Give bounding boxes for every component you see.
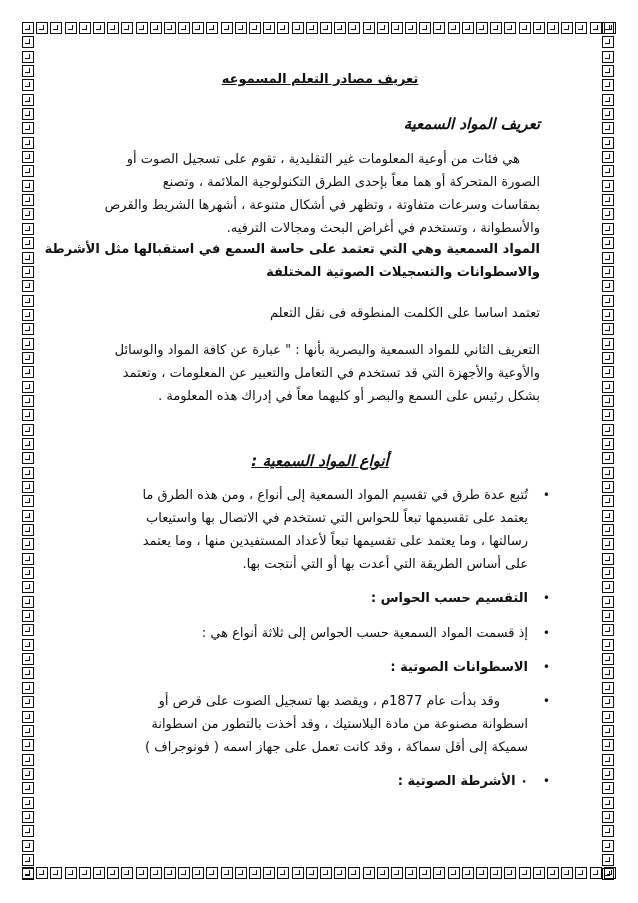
border-tile xyxy=(602,280,614,292)
paragraph-3: تعتمد اساسا على الكلمت المنطوقه فى نقل التعلم xyxy=(269,306,540,321)
page-title: تعريف مصادر التعلم المسموعه xyxy=(221,72,419,87)
border-tile xyxy=(320,867,332,879)
border-tile xyxy=(602,452,614,464)
border-tile xyxy=(519,22,531,34)
border-tile xyxy=(602,653,614,665)
border-tile xyxy=(292,867,304,879)
border-tile xyxy=(22,352,34,364)
page-border-top xyxy=(22,22,616,36)
bullet-1-line: رسالتها ، وما يعتمد على تقسيمها تبعاً لأعداد المستفيدين منها ، وما يعتمد xyxy=(142,534,528,549)
border-tile xyxy=(490,867,502,879)
border-tile xyxy=(602,610,614,622)
border-tile xyxy=(602,696,614,708)
border-tile xyxy=(22,825,34,837)
border-tile xyxy=(433,867,445,879)
border-tile xyxy=(602,338,614,350)
border-tile xyxy=(602,208,614,220)
border-tile xyxy=(22,711,34,723)
border-tile xyxy=(433,22,445,34)
border-tile xyxy=(602,252,614,264)
border-tile xyxy=(22,237,34,249)
border-tile xyxy=(192,867,204,879)
border-tile xyxy=(22,797,34,809)
border-tile xyxy=(22,338,34,350)
paragraph-4-line: التعريف الثاني للمواد السمعية والبصرية بأنها : " عبارة عن كافة المواد والوسائل xyxy=(114,343,540,358)
border-tile xyxy=(121,867,133,879)
border-tile xyxy=(575,22,587,34)
border-tile xyxy=(22,811,34,823)
border-tile xyxy=(602,538,614,550)
border-tile xyxy=(22,739,34,751)
border-tile xyxy=(462,867,474,879)
border-tile xyxy=(22,782,34,794)
border-tile xyxy=(602,65,614,77)
border-tile xyxy=(277,867,289,879)
border-tile xyxy=(602,782,614,794)
bullet-3: إذ قسمت المواد السمعية حسب الحواس إلى ثلاثة أنواع هي : xyxy=(201,626,528,641)
border-tile xyxy=(602,409,614,421)
border-tile xyxy=(22,538,34,550)
border-tile xyxy=(22,696,34,708)
border-tile xyxy=(22,36,34,48)
border-tile xyxy=(590,867,602,879)
border-tile xyxy=(602,79,614,91)
border-tile xyxy=(547,867,559,879)
border-tile xyxy=(22,553,34,565)
border-tile xyxy=(320,22,332,34)
border-tile xyxy=(561,22,573,34)
border-tile xyxy=(22,137,34,149)
border-tile xyxy=(476,867,488,879)
border-tile xyxy=(22,180,34,192)
border-tile xyxy=(602,725,614,737)
border-tile xyxy=(602,495,614,507)
border-tile xyxy=(348,867,360,879)
border-tile xyxy=(22,725,34,737)
border-tile xyxy=(334,22,346,34)
page-border-right xyxy=(602,22,616,881)
bullet-1-line: على أساس الطريقة التي أعدت بها أو التي أنتجت بها. xyxy=(242,557,528,572)
border-tile xyxy=(22,208,34,220)
border-tile xyxy=(533,22,545,34)
border-tile xyxy=(22,366,34,378)
bullet-icon: • xyxy=(542,694,550,708)
border-tile xyxy=(121,22,133,34)
paragraph-1-line: هي فئات من أوعية المعلومات غير التقليدية ، تقوم على تسجيل الصوت أو xyxy=(126,152,520,167)
border-tile xyxy=(602,854,614,866)
border-tile xyxy=(504,22,516,34)
border-tile xyxy=(602,868,614,880)
border-tile xyxy=(602,667,614,679)
paragraph-1-line: بمقاسات وسرعات متفاوتة ، وتظهر في أشكال متنوعة ، أشهرها الشريط والقرص xyxy=(104,198,540,213)
border-tile xyxy=(22,151,34,163)
border-tile xyxy=(150,22,162,34)
border-tile xyxy=(178,867,190,879)
border-tile xyxy=(22,510,34,522)
border-tile xyxy=(448,867,460,879)
border-tile xyxy=(602,137,614,149)
border-tile xyxy=(22,610,34,622)
border-tile xyxy=(79,867,91,879)
border-tile xyxy=(22,840,34,852)
heading-definition: تعريف المواد السمعية xyxy=(403,115,540,133)
border-tile xyxy=(602,481,614,493)
border-tile xyxy=(602,94,614,106)
bullet-6: ٠ الأشرطة الصوتية : xyxy=(397,774,528,789)
border-tile xyxy=(22,323,34,335)
border-tile xyxy=(65,867,77,879)
border-tile xyxy=(22,108,34,120)
border-tile xyxy=(263,867,275,879)
border-tile xyxy=(602,624,614,636)
bullet-5-line: اسطوانة مصنوعة من مادة البلاستيك ، وقد أخذت بالتطور من اسطوانة xyxy=(151,717,528,732)
border-tile xyxy=(164,867,176,879)
border-tile xyxy=(235,867,247,879)
border-tile xyxy=(602,237,614,249)
border-tile xyxy=(306,22,318,34)
paragraph-2-line: والاسطوانات والتسجيلات الصوتية المختلفة xyxy=(266,265,540,280)
border-tile xyxy=(602,352,614,364)
border-tile xyxy=(363,22,375,34)
border-tile xyxy=(192,22,204,34)
border-tile xyxy=(22,438,34,450)
border-tile xyxy=(22,667,34,679)
border-tile xyxy=(602,381,614,393)
border-tile xyxy=(602,165,614,177)
border-tile xyxy=(590,22,602,34)
bullet-icon: • xyxy=(542,626,550,640)
border-tile xyxy=(22,596,34,608)
border-tile xyxy=(22,94,34,106)
border-tile xyxy=(602,438,614,450)
border-tile xyxy=(22,165,34,177)
border-tile xyxy=(50,867,62,879)
border-tile xyxy=(448,22,460,34)
border-tile xyxy=(22,567,34,579)
border-tile xyxy=(602,639,614,651)
border-tile xyxy=(22,65,34,77)
border-tile xyxy=(22,79,34,91)
border-tile xyxy=(602,323,614,335)
border-tile xyxy=(419,867,431,879)
border-tile xyxy=(602,194,614,206)
border-tile xyxy=(107,22,119,34)
border-tile xyxy=(136,867,148,879)
border-tile xyxy=(504,867,516,879)
border-tile xyxy=(249,867,261,879)
border-tile xyxy=(22,22,34,34)
border-tile xyxy=(602,581,614,593)
border-tile xyxy=(22,252,34,264)
border-tile xyxy=(36,867,48,879)
border-tile xyxy=(519,867,531,879)
border-tile xyxy=(206,22,218,34)
border-tile xyxy=(602,754,614,766)
border-tile xyxy=(22,122,34,134)
border-tile xyxy=(65,22,77,34)
border-tile xyxy=(22,409,34,421)
border-tile xyxy=(22,280,34,292)
border-tile xyxy=(602,553,614,565)
border-tile xyxy=(602,524,614,536)
border-tile xyxy=(575,867,587,879)
border-tile xyxy=(602,108,614,120)
bullet-1-line: يعتمد على تقسيمها تبعاً للحواس التي تستخدم في الاتصال بها واستيعاب xyxy=(146,511,528,526)
border-tile xyxy=(405,867,417,879)
border-tile xyxy=(136,22,148,34)
bullet-4: الاسطوانات الصوتية : xyxy=(390,660,528,675)
border-tile xyxy=(602,366,614,378)
border-tile xyxy=(547,22,559,34)
border-tile xyxy=(22,639,34,651)
border-tile xyxy=(22,481,34,493)
border-tile xyxy=(602,840,614,852)
border-tile xyxy=(206,867,218,879)
border-tile xyxy=(602,180,614,192)
border-tile xyxy=(164,22,176,34)
border-tile xyxy=(107,867,119,879)
border-tile xyxy=(93,22,105,34)
bullet-icon: • xyxy=(542,660,550,674)
paragraph-4-line: والأوعية والأجهزة التي قد تستخدم في التعامل والتعبير عن المعلومات ، وتعتمد xyxy=(122,366,540,381)
border-tile xyxy=(602,467,614,479)
border-tile xyxy=(22,381,34,393)
border-tile xyxy=(306,867,318,879)
border-tile xyxy=(533,867,545,879)
paragraph-1-line: الصورة المتحركة أو هما معاً بإحدى الطرق التكنولوجية الملائمة ، وتصنع xyxy=(162,175,540,190)
border-tile xyxy=(22,424,34,436)
border-tile xyxy=(150,867,162,879)
border-tile xyxy=(405,22,417,34)
border-tile xyxy=(22,266,34,278)
border-tile xyxy=(377,867,389,879)
border-tile xyxy=(419,22,431,34)
border-tile xyxy=(602,711,614,723)
page-border-bottom xyxy=(22,867,616,881)
border-tile xyxy=(602,682,614,694)
border-tile xyxy=(476,22,488,34)
border-tile xyxy=(348,22,360,34)
border-tile xyxy=(490,22,502,34)
bullet-icon: • xyxy=(542,774,550,788)
border-tile xyxy=(22,194,34,206)
border-tile xyxy=(22,754,34,766)
border-tile xyxy=(602,768,614,780)
border-tile xyxy=(602,22,614,34)
paragraph-2-line: المواد السمعية وهي التي تعتمد على حاسة السمع في استقبالها مثل الأشرطة xyxy=(44,242,540,257)
border-tile xyxy=(221,22,233,34)
border-tile xyxy=(602,51,614,63)
border-tile xyxy=(602,122,614,134)
border-tile xyxy=(93,867,105,879)
bullet-icon: • xyxy=(542,591,550,605)
border-tile xyxy=(22,295,34,307)
border-tile xyxy=(22,653,34,665)
border-tile xyxy=(561,867,573,879)
page-border-left xyxy=(22,22,36,881)
border-tile xyxy=(50,22,62,34)
border-tile xyxy=(221,867,233,879)
border-tile xyxy=(249,22,261,34)
border-tile xyxy=(602,739,614,751)
border-tile xyxy=(602,825,614,837)
border-tile xyxy=(602,223,614,235)
bullet-2: التقسيم حسب الحواس : xyxy=(370,591,528,606)
border-tile xyxy=(22,624,34,636)
border-tile xyxy=(79,22,91,34)
border-tile xyxy=(602,36,614,48)
border-tile xyxy=(22,854,34,866)
border-tile xyxy=(391,22,403,34)
border-tile xyxy=(22,682,34,694)
border-tile xyxy=(377,22,389,34)
border-tile xyxy=(462,22,474,34)
border-tile xyxy=(602,295,614,307)
border-tile xyxy=(22,51,34,63)
border-tile xyxy=(22,309,34,321)
border-tile xyxy=(263,22,275,34)
border-tile xyxy=(22,223,34,235)
border-tile xyxy=(277,22,289,34)
border-tile xyxy=(602,266,614,278)
border-tile xyxy=(602,567,614,579)
border-tile xyxy=(22,868,34,880)
border-tile xyxy=(391,867,403,879)
border-tile xyxy=(22,524,34,536)
bullet-1-line: تُتبع عدة طرق في تقسيم المواد السمعية إلى أنواع ، ومن هذه الطرق ما xyxy=(142,488,528,503)
paragraph-1-line: والأسطوانة ، وتستخدم في أغراض البحث ومجالات الترفيه. xyxy=(226,221,540,236)
border-tile xyxy=(602,797,614,809)
border-tile xyxy=(363,867,375,879)
bullet-5-line: وقد بدأت عام 1877م ، ويقصد بها تسجيل الصوت على قرص أو xyxy=(158,694,500,709)
border-tile xyxy=(22,395,34,407)
border-tile xyxy=(602,510,614,522)
border-tile xyxy=(602,424,614,436)
bullet-5-line: سميكة إلى أقل سماكة ، وقد كانت تعمل على جهاز اسمه ( فونوجراف ) xyxy=(145,740,528,755)
border-tile xyxy=(602,395,614,407)
border-tile xyxy=(334,867,346,879)
border-tile xyxy=(22,452,34,464)
border-tile xyxy=(602,811,614,823)
border-tile xyxy=(602,151,614,163)
border-tile xyxy=(292,22,304,34)
border-tile xyxy=(22,495,34,507)
bullet-icon: • xyxy=(542,488,550,502)
paragraph-4-line: بشكل رئيس على السمع والبصر أو كليهما معاً في إدراك هذه المعلومة . xyxy=(158,389,540,404)
border-tile xyxy=(602,309,614,321)
border-tile xyxy=(235,22,247,34)
border-tile xyxy=(602,596,614,608)
border-tile xyxy=(36,22,48,34)
border-tile xyxy=(22,467,34,479)
border-tile xyxy=(22,581,34,593)
heading-types: أنواع المواد السمعية : xyxy=(251,452,389,470)
border-tile xyxy=(178,22,190,34)
border-tile xyxy=(22,768,34,780)
